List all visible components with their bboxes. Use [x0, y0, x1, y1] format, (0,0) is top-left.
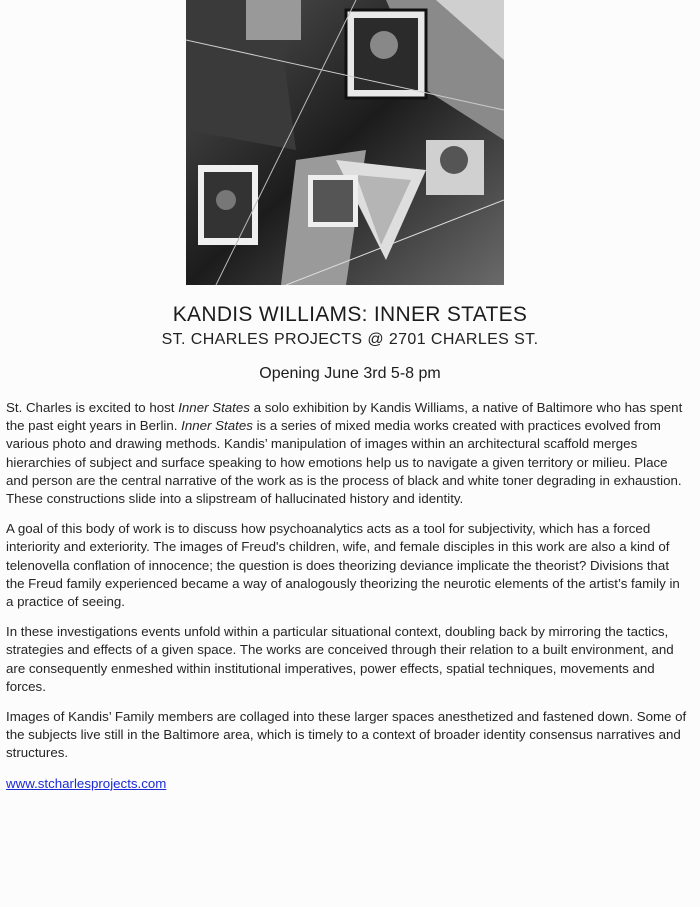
paragraph-1 [6, 399, 690, 508]
paragraph-3: In these investigations events unfold within a particular situational context, doubling back by mirroring the tactics, strategies and effects of a given space. The works are conceived through their relation to a built environment, and are consequently enmeshed within institutional imperatives, power effects, spatial techniques, movements and forces. [6, 624, 674, 694]
paragraph-1-text-c: a solo exhibition by Kandis Williams, a native of Baltimore who has spent the past eight years in Berlin. [6, 400, 683, 434]
collage-artwork-graphic [186, 0, 504, 285]
paragraph-1-text-e: is a series of mixed media works created with practices evolved from various photo and drawing methods. Kandis’ manipulation of images within an architectural scaffold merges hierarchies of subject and surface speaking to how emotions help us to navigate a given territory or milieu. Place and person are the central narrative of the work as is the process of black and white toner degrading in exhaustion. These constructions slide into a slipstream of hallucinated history and identity. [6, 418, 682, 507]
paragraph-1-text-a: St. Charles is excited to host [6, 400, 179, 415]
paragraph-2: A goal of this body of work is to discuss how psychoanalytics acts as a tool for subjectivity, which has a forced interiority and exteriority. The images of Freud's children, wife, and female disciples in this work are also a kind of telenovella conflation of innocence; the question is does theorizing deviance implicate the theorist? Divisions that the Freud family experienced became a way of analogously theorizing the neurotic elements of the artist’s family in a practice of seeing. [6, 521, 680, 610]
opening-date: Opening June 3rd 5-8 pm [259, 365, 441, 382]
website-link[interactable]: www.stcharlesprojects.com [6, 775, 167, 791]
exhibition-name-italic: Inner States [178, 400, 250, 415]
exhibition-title: KANDIS WILLIAMS: INNER STATES [172, 303, 528, 326]
exhibition-header [0, 301, 700, 351]
press-release-body [6, 399, 690, 793]
exhibition-name-italic: Inner States [181, 418, 253, 434]
collage-artwork-image [186, 0, 504, 285]
venue-address: ST. CHARLES PROJECTS @ 2701 CHARLES ST. [161, 331, 539, 348]
paragraph-4: Images of Kandis’ Family members are collaged into these larger spaces anesthetized and fastened down. Some of the subjects live still in the Baltimore area, which is timely to a context of broader identity consensus narratives and structures. [6, 709, 687, 761]
